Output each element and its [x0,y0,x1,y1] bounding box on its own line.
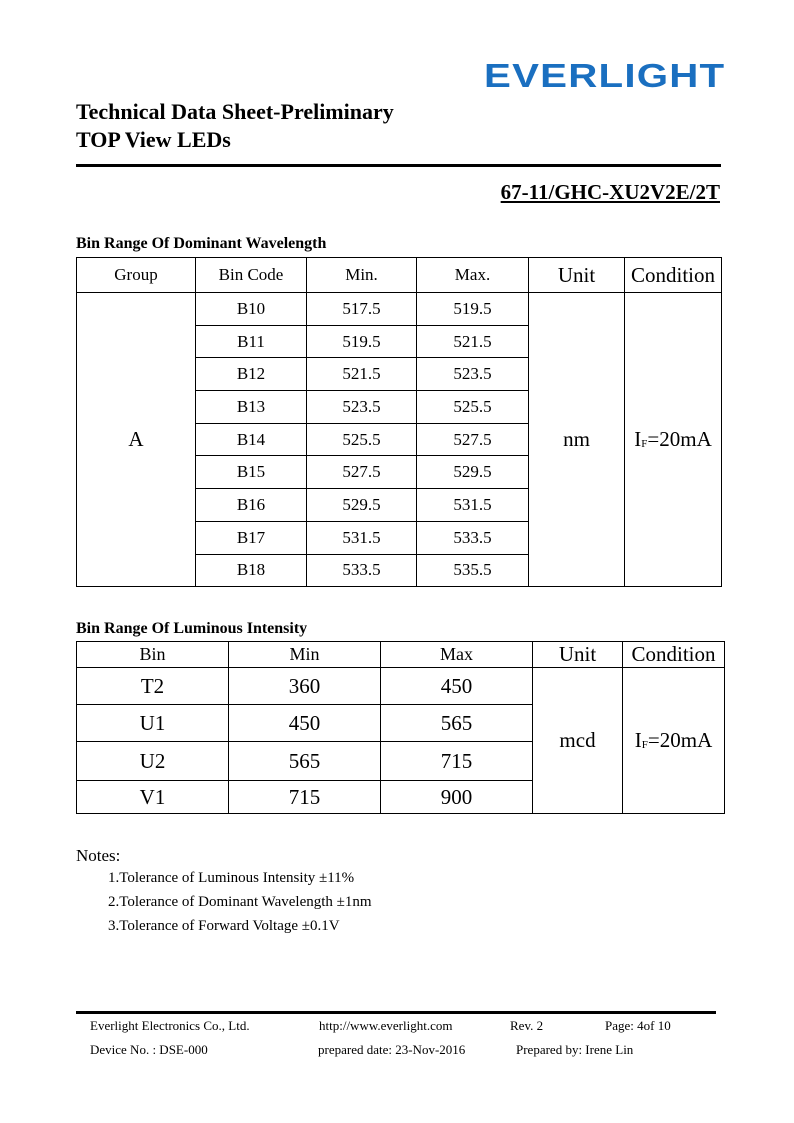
bin-code-cell: B16 [196,489,307,522]
condition-cell [625,293,722,587]
intensity-section-title: Bin Range Of Luminous Intensity [76,620,308,637]
max-cell: 519.5 [417,293,529,326]
max-cell: 531.5 [417,489,529,522]
bin-cell: U2 [77,742,229,781]
footer-rev: Rev. 2 [510,1018,544,1033]
column-header: Min [229,642,381,668]
min-cell: 565 [229,742,381,781]
min-cell: 523.5 [307,391,417,424]
bin-code-cell: B18 [196,554,307,587]
note-item: 2.Tolerance of Dominant Wavelength ±1nm [108,894,372,910]
max-cell: 565 [381,705,533,742]
bin-cell: U1 [77,705,229,742]
table-row [77,668,725,705]
footer-company: Everlight Electronics Co., Ltd. [90,1018,250,1033]
max-cell: 533.5 [417,521,529,554]
note-item: 1.Tolerance of Luminous Intensity ±11% [108,870,355,886]
column-header: Unit [533,642,623,668]
table-header-row [77,258,722,293]
column-header: Condition [623,642,725,668]
condition-part: I [634,728,642,752]
footer-date: prepared date: 23-Nov-2016 [318,1042,466,1057]
note-item: 3.Tolerance of Forward Voltage ±0.1V [108,918,340,934]
footer-prepared-by: Prepared by: Irene Lin [516,1042,634,1057]
bin-cell: T2 [77,668,229,705]
max-cell: 527.5 [417,423,529,456]
header-divider [76,164,721,167]
bin-code-cell: B17 [196,521,307,554]
part-number: 67-11/GHC-XU2V2E/2T [500,180,720,204]
condition-part: F [641,438,648,451]
condition-part: =20mA [647,728,713,752]
wavelength-section-title: Bin Range Of Dominant Wavelength [76,235,327,252]
bin-code-cell: B10 [196,293,307,326]
unit-cell: nm [529,293,625,587]
condition-part: =20mA [647,427,712,452]
max-cell: 521.5 [417,325,529,358]
column-header: Bin Code [196,258,307,293]
table-row [77,293,722,326]
condition-part: I [634,427,642,452]
min-cell: 450 [229,705,381,742]
min-cell: 519.5 [307,325,417,358]
bin-cell: V1 [77,781,229,814]
min-cell: 529.5 [307,489,417,522]
footer-device: Device No. : DSE-000 [90,1042,208,1057]
bin-code-cell: B15 [196,456,307,489]
min-cell: 531.5 [307,521,417,554]
intensity-table [76,641,725,814]
max-cell: 900 [381,781,533,814]
max-cell: 525.5 [417,391,529,424]
max-cell: 523.5 [417,358,529,391]
max-cell: 529.5 [417,456,529,489]
bin-code-cell: B12 [196,358,307,391]
max-cell: 715 [381,742,533,781]
footer-page: Page: 4of 10 [605,1018,671,1033]
column-header: Group [77,258,196,293]
group-cell: A [77,293,196,587]
min-cell: 360 [229,668,381,705]
bin-code-cell: B14 [196,423,307,456]
column-header: Min. [307,258,417,293]
footer-url[interactable]: http://www.everlight.com [319,1018,453,1033]
column-header: Unit [529,258,625,293]
max-cell: 535.5 [417,554,529,587]
column-header: Max. [417,258,529,293]
column-header: Max [381,642,533,668]
condition-cell [623,668,725,814]
min-cell: 533.5 [307,554,417,587]
condition-part: F [641,739,648,751]
max-cell: 450 [381,668,533,705]
notes-title: Notes: [76,846,121,865]
min-cell: 521.5 [307,358,417,391]
min-cell: 525.5 [307,423,417,456]
wavelength-table [76,257,722,587]
everlight-logo: EVERLIGHT [484,57,726,94]
unit-cell: mcd [533,668,623,814]
footer-divider [76,1011,716,1014]
min-cell: 517.5 [307,293,417,326]
doc-title: Technical Data Sheet-Preliminary [76,99,394,124]
min-cell: 715 [229,781,381,814]
bin-code-cell: B11 [196,325,307,358]
bin-code-cell: B13 [196,391,307,424]
doc-subtitle: TOP View LEDs [76,127,231,152]
table-header-row [77,642,725,668]
column-header: Condition [625,258,722,293]
min-cell: 527.5 [307,456,417,489]
column-header: Bin [77,642,229,668]
